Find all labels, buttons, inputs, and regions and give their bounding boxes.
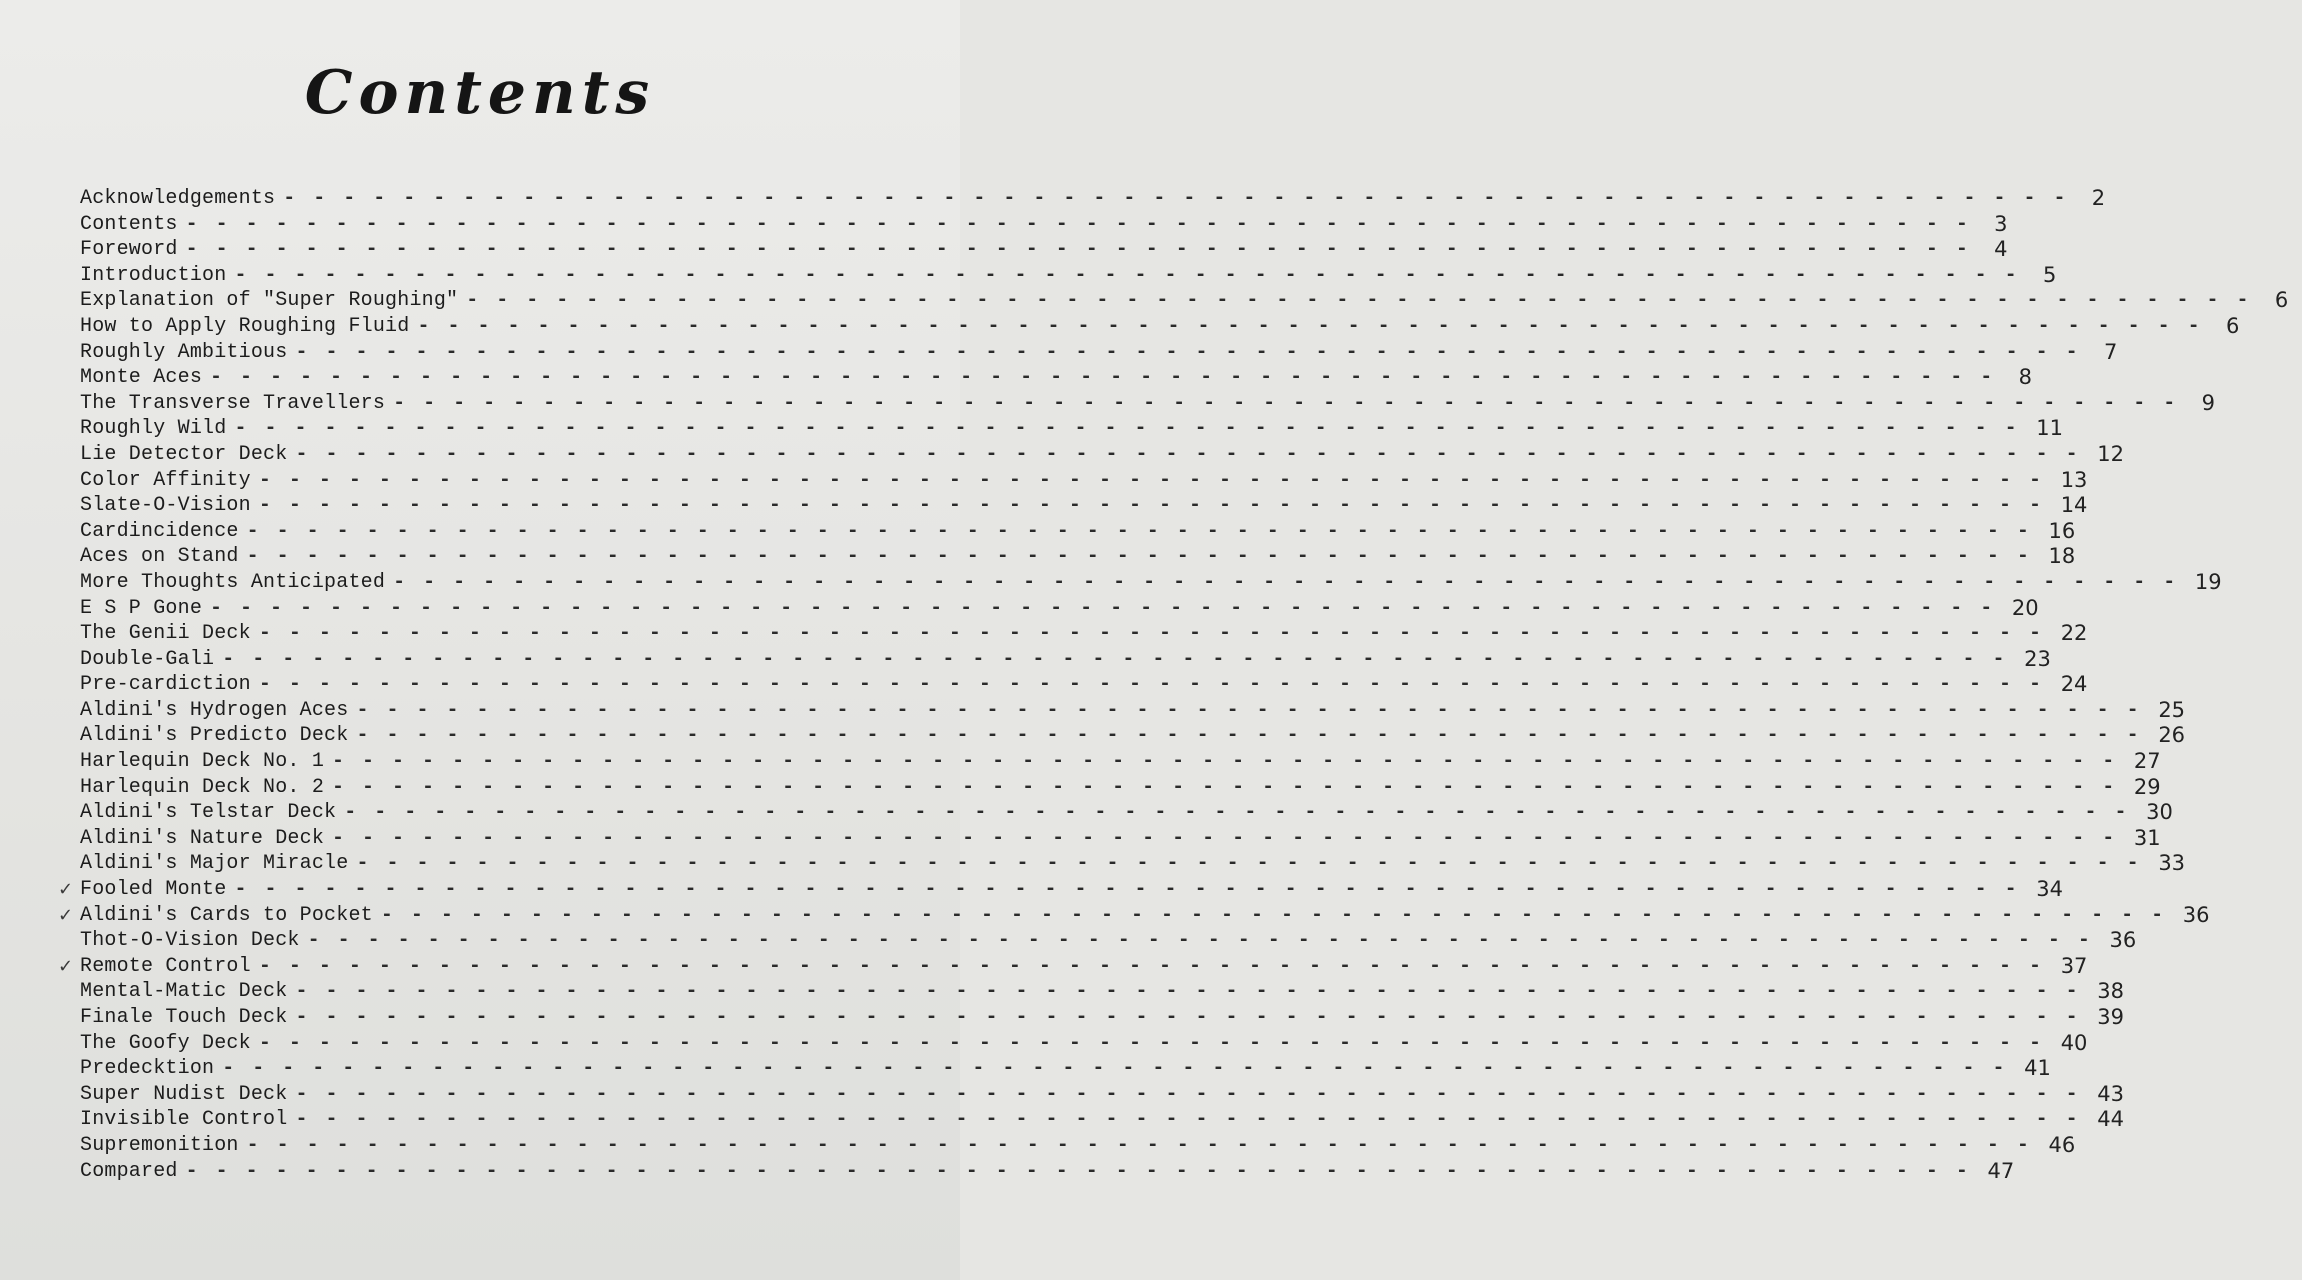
toc-entry (80, 621, 2088, 647)
toc-entry-page-number: 16 (2048, 518, 2076, 543)
toc-entry-title: The Goofy Deck (80, 1031, 251, 1055)
dot-leader: - - - - - - - - - - - - - - - - - - - - - - - - - - - - - - - - - - - - - - - - - - - - - - - - - - - - - - - - - - - - (356, 698, 2142, 722)
toc-entry (80, 979, 2125, 1005)
toc-entry (80, 518, 2076, 545)
toc-entry-page-number: 34 (2036, 877, 2064, 902)
toc-entry (80, 493, 2088, 519)
toc-entry-title: Acknowledgements (80, 187, 276, 210)
toc-entry (80, 1005, 2125, 1031)
dot-leader: - - - - - - - - - - - - - - - - - - - - - - - - - - - - - - - - - - - - - - - - - - - - - - - - - - - - - - - - - - - - (234, 417, 2020, 441)
dot-leader: - - - - - - - - - - - - - - - - - - - - - - - - - - - - - - - - - - - - - - - - - - - - - - - - - - - - - - - - - - - - (210, 366, 1996, 390)
toc-entry-title: Explanation of "Super Roughing" (80, 289, 459, 313)
toc-entry-title: How to Apply Roughing Fluid (80, 314, 410, 338)
dot-leader: - - - - - - - - - - - - - - - - - - - - - - - - - - - - - - - - - - - - - - - - - - - - - - - - - - - - - - - - - - - - (332, 826, 2118, 850)
toc-entry-page-number: 33 (2158, 851, 2186, 876)
toc-entry (80, 441, 2125, 468)
checkmark-icon: ✓ (58, 955, 74, 977)
checkmark-icon: ✓ (58, 879, 74, 901)
toc-entry (80, 211, 2008, 238)
dot-leader: - - - - - - - - - - - - - - - - - - - - - - - - - - - - - - - - - - - - - - - - - - - - - - - - - - - - - - - - - - - - (307, 929, 2093, 953)
toc-entry-title: Aldini's Nature Deck (80, 826, 325, 850)
dot-leader: - - - - - - - - - - - - - - - - - - - - - - - - - - - - - - - - - - - - - - - - - - - - - - - - - - - - - - - - - - - - (417, 314, 2203, 338)
toc-entry (80, 390, 2215, 417)
toc-entry-title: Remote Control (80, 954, 251, 978)
toc-entry-title: Aldini's Major Miracle (80, 852, 349, 876)
toc-entry (80, 186, 2106, 212)
toc-entry (80, 646, 2051, 673)
toc-entry (58, 953, 2088, 980)
toc-entry-title: Invisible Control (80, 1108, 288, 1132)
toc-entry (80, 851, 2186, 877)
toc-entry-page-number: 41 (2024, 1056, 2051, 1081)
toc-entry-page-number: 5 (2042, 262, 2057, 287)
toc-entry-title: Aldini's Cards to Pocket (80, 903, 373, 927)
dot-leader: - - - - - - - - - - - - - - - - - - - - - - - - - - - - - - - - - - - - - - - - - - - - - - - - - - - - - - - - - - - - (246, 545, 2032, 569)
toc-entry-title: Foreword (80, 238, 178, 262)
dot-leader: - - - - - - - - - - - - - - - - - - - - - - - - - - - - - - - - - - - - - - - - - - - - - - - - - - - - - - - - - - - - (246, 1133, 2032, 1157)
dot-leader: - - - - - - - - - - - - - - - - - - - - - - - - - - - - - - - - - - - - - - - - - - - - - - - - - - - - - - - - - - - - (295, 442, 2081, 466)
toc-entry-title: Compared (80, 1159, 178, 1183)
toc-entry (80, 672, 2088, 698)
toc-entry-page-number: 26 (2158, 723, 2186, 748)
dot-leader: - - - - - - - - - - - - - - - - - - - - - - - - - - - - - - - - - - - - - - - - - - - - - - - - - - - - - - - - - - - - (258, 954, 2045, 978)
toc-entry (80, 237, 2008, 263)
toc-entry (80, 288, 2289, 314)
toc-entry-page-number: 27 (2133, 749, 2161, 774)
toc-entry-title: Monte Aces (80, 366, 203, 390)
toc-entry-page-number: 8 (2018, 365, 2032, 390)
toc-entry-page-number: 2 (2091, 186, 2106, 210)
toc-entry (80, 1132, 2076, 1159)
toc-entry-title: Aldini's Telstar Deck (80, 801, 337, 825)
toc-entry (80, 467, 2088, 494)
toc-entry-title: More Thoughts Anticipated (80, 570, 386, 594)
toc-entry-page-number: 46 (2048, 1132, 2076, 1157)
toc-entry-page-number: 7 (2103, 339, 2118, 364)
toc-entry-page-number: 19 (2194, 569, 2222, 594)
toc-entry (58, 902, 2210, 929)
toc-entry-title: Lie Detector Deck (80, 442, 288, 466)
toc-entry-title: Cardincidence (80, 519, 239, 543)
toc-entry-title: Double-Gali (80, 647, 215, 671)
toc-entry (80, 544, 2076, 570)
toc-entry (80, 569, 2222, 596)
toc-entry-title: Slate-O-Vision (80, 494, 251, 518)
toc-entry (80, 1158, 2015, 1185)
toc-entry (80, 697, 2186, 724)
dot-leader: - - - - - - - - - - - - - - - - - - - - - - - - - - - - - - - - - - - - - - - - - - - - - - - - - - - - - - - - - - - - (185, 1159, 1971, 1183)
toc-entry-page-number: 43 (2097, 1081, 2125, 1106)
toc-entry (80, 595, 2039, 622)
dot-leader: - - - - - - - - - - - - - - - - - - - - - - - - - - - - - - - - - - - - - - - - - - - - - - - - - - - - - - - - - - - - (295, 980, 2081, 1004)
toc-entry-title: Supremonition (80, 1133, 239, 1157)
dot-leader: - - - - - - - - - - - - - - - - - - - - - - - - - - - - - - - - - - - - - - - - - - - - - - - - - - - - - - - - - - - - (258, 494, 2045, 518)
toc-entry (80, 774, 2161, 801)
toc-entry-page-number: 14 (2060, 493, 2088, 518)
toc-entry-title: Mental-Matic Deck (80, 980, 288, 1004)
dot-leader: - - - - - - - - - - - - - - - - - - - - - - - - - - - - - - - - - - - - - - - - - - - - - - - - - - - - - - - - - - - - (295, 1006, 2081, 1029)
toc-entry (80, 749, 2161, 775)
toc-entry-page-number: 30 (2146, 800, 2173, 825)
toc-entry (80, 928, 2137, 954)
dot-leader: - - - - - - - - - - - - - - - - - - - - - - - - - - - - - - - - - - - - - - - - - - - - - - - - - - - - - - - - - - - - (222, 647, 2008, 671)
toc-entry (80, 825, 2161, 852)
toc-entry-title: E S P Gone (80, 596, 203, 620)
toc-entry-page-number: 12 (2097, 441, 2125, 466)
toc-entry-page-number: 22 (2060, 621, 2088, 646)
toc-entry-title: Roughly Ambitious (80, 340, 288, 364)
toc-entry-title: Harlequin Deck No. 1 (80, 750, 325, 774)
dot-leader: - - - - - - - - - - - - - - - - - - - - - - - - - - - - - - - - - - - - - - - - - - - - - - - - - - - - - - - - - - - - (222, 1057, 2008, 1081)
toc-entry (80, 723, 2186, 749)
dot-leader: - - - - - - - - - - - - - - - - - - - - - - - - - - - - - - - - - - - - - - - - - - - - - - - - - - - - - - - - - - - - (234, 878, 2020, 902)
dot-leader: - - - - - - - - - - - - - - - - - - - - - - - - - - - - - - - - - - - - - - - - - - - - - - - - - - - - - - - - - - - - (466, 289, 2252, 313)
toc-entry-page-number: 3 (1994, 211, 2008, 236)
toc-entry-title: Introduction (80, 263, 227, 287)
toc-entry-page-number: 4 (1994, 237, 2008, 262)
toc-entry-title: Harlequin Deck No. 2 (80, 775, 325, 799)
toc-entry-title: Super Nudist Deck (80, 1082, 288, 1106)
toc-entry-page-number: 18 (2048, 544, 2076, 569)
dot-leader: - - - - - - - - - - - - - - - - - - - - - - - - - - - - - - - - - - - - - - - - - - - - - - - - - - - - - - - - - - - - (258, 622, 2045, 646)
toc-entry (58, 877, 2064, 903)
dot-leader: - - - - - - - - - - - - - - - - - - - - - - - - - - - - - - - - - - - - - - - - - - - - - - - - - - - - - - - - - - - - (234, 263, 2020, 287)
toc-entry (80, 339, 2118, 366)
dot-leader: - - - - - - - - - - - - - - - - - - - - - - - - - - - - - - - - - - - - - - - - - - - - - - - - - - - - - - - - - - - - (332, 775, 2118, 799)
toc-entry (80, 313, 2240, 340)
dot-leader: - - - - - - - - - - - - - - - - - - - - - - - - - - - - - - - - - - - - - - - - - - - - - - - - - - - - - - - - - - - - (185, 212, 1971, 236)
toc-entry (80, 1030, 2088, 1057)
toc-entry-page-number: 23 (2024, 646, 2051, 671)
toc-entry-page-number: 47 (1987, 1158, 2015, 1183)
toc-entry (80, 1081, 2125, 1108)
dot-leader: - - - - - - - - - - - - - - - - - - - - - - - - - - - - - - - - - - - - - - - - - - - - - - - - - - - - - - - - - - - - (246, 519, 2032, 543)
toc-entry-title: Finale Touch Deck (80, 1006, 288, 1029)
toc-entry-title: Contents (80, 212, 178, 236)
dot-leader: - - - - - - - - - - - - - - - - - - - - - - - - - - - - - - - - - - - - - - - - - - - - - - - - - - - - - - - - - - - - (356, 724, 2142, 748)
toc-entry-page-number: 6 (2226, 313, 2240, 338)
toc-entry (80, 262, 2057, 289)
toc-entry-title: Predecktion (80, 1057, 215, 1081)
toc-entry (80, 1056, 2051, 1082)
page-title: Contents (304, 58, 656, 128)
toc-entry-page-number: 40 (2060, 1030, 2088, 1055)
dot-leader: - - - - - - - - - - - - - - - - - - - - - - - - - - - - - - - - - - - - - - - - - - - - - - - - - - - - - - - - - - - - (332, 750, 2118, 774)
toc-entry-page-number: 36 (2109, 928, 2137, 953)
toc-entry-page-number: 25 (2158, 697, 2186, 722)
dot-leader: - - - - - - - - - - - - - - - - - - - - - - - - - - - - - - - - - - - - - - - - - - - - - - - - - - - - - - - - - - - - (295, 1082, 2081, 1106)
dot-leader: - - - - - - - - - - - - - - - - - - - - - - - - - - - - - - - - - - - - - - - - - - - - - - - - - - - - - - - - - - - - (258, 468, 2045, 492)
dot-leader: - - - - - - - - - - - - - - - - - - - - - - - - - - - - - - - - - - - - - - - - - - - - - - - - - - - - - - - - - - - - (344, 801, 2130, 825)
toc-entry-page-number: 13 (2060, 467, 2088, 492)
dot-leader: - - - - - - - - - - - - - - - - - - - - - - - - - - - - - - - - - - - - - - - - - - - - - - - - - - - - - - - - - - - - (258, 673, 2045, 697)
toc-entry-page-number: 38 (2097, 979, 2125, 1004)
dot-leader: - - - - - - - - - - - - - - - - - - - - - - - - - - - - - - - - - - - - - - - - - - - - - - - - - - - - - - - - - - - - (283, 187, 2069, 210)
toc-entry-title: The Genii Deck (80, 622, 251, 646)
toc-entry-title: The Transverse Travellers (80, 391, 386, 415)
dot-leader: - - - - - - - - - - - - - - - - - - - - - - - - - - - - - - - - - - - - - - - - - - - - - - - - - - - - - - - - - - - - (258, 1031, 2045, 1055)
dot-leader: - - - - - - - - - - - - - - - - - - - - - - - - - - - - - - - - - - - - - - - - - - - - - - - - - - - - - - - - - - - - (356, 852, 2142, 876)
dot-leader: - - - - - - - - - - - - - - - - - - - - - - - - - - - - - - - - - - - - - - - - - - - - - - - - - - - - - - - - - - - - (295, 340, 2081, 364)
dot-leader: - - - - - - - - - - - - - - - - - - - - - - - - - - - - - - - - - - - - - - - - - - - - - - - - - - - - - - - - - - - - (295, 1108, 2081, 1132)
toc-entry (80, 365, 2032, 391)
toc-entry (80, 1107, 2125, 1133)
table-of-contents (58, 186, 2289, 1184)
checkmark-icon: ✓ (58, 904, 74, 926)
toc-entry-title: Aces on Stand (80, 545, 239, 569)
toc-entry-title: Aldini's Hydrogen Aces (80, 698, 349, 722)
toc-entry-page-number: 44 (2097, 1107, 2125, 1132)
toc-entry-title: Thot-O-Vision Deck (80, 929, 300, 953)
toc-entry-page-number: 37 (2060, 953, 2088, 978)
toc-entry-title: Aldini's Predicto Deck (80, 724, 349, 748)
toc-entry (80, 416, 2064, 442)
toc-entry-page-number: 31 (2133, 825, 2161, 850)
toc-entry-page-number: 24 (2060, 672, 2088, 697)
dot-leader: - - - - - - - - - - - - - - - - - - - - - - - - - - - - - - - - - - - - - - - - - - - - - - - - - - - - - - - - - - - - (185, 238, 1971, 262)
dot-leader: - - - - - - - - - - - - - - - - - - - - - - - - - - - - - - - - - - - - - - - - - - - - - - - - - - - - - - - - - - - - (393, 570, 2179, 594)
toc-entry-page-number: 36 (2182, 902, 2210, 927)
dot-leader: - - - - - - - - - - - - - - - - - - - - - - - - - - - - - - - - - - - - - - - - - - - - - - - - - - - - - - - - - - - - (380, 903, 2167, 927)
toc-entry-page-number: 11 (2036, 416, 2064, 441)
toc-entry-page-number: 29 (2133, 774, 2161, 799)
toc-entry-page-number: 6 (2274, 288, 2289, 313)
toc-entry-page-number: 39 (2097, 1005, 2125, 1029)
dot-leader: - - - - - - - - - - - - - - - - - - - - - - - - - - - - - - - - - - - - - - - - - - - - - - - - - - - - - - - - - - - - (210, 596, 1996, 620)
toc-entry-title: Fooled Monte (80, 878, 227, 902)
toc-entry (80, 800, 2173, 826)
dot-leader: - - - - - - - - - - - - - - - - - - - - - - - - - - - - - - - - - - - - - - - - - - - - - - - - - - - - - - - - - - - - (393, 391, 2179, 415)
toc-entry-title: Roughly Wild (80, 417, 227, 441)
toc-entry-title: Pre-cardiction (80, 673, 251, 697)
toc-entry-title: Color Affinity (80, 468, 251, 492)
toc-entry-page-number: 20 (2011, 595, 2039, 620)
toc-entry-page-number: 9 (2201, 390, 2215, 415)
